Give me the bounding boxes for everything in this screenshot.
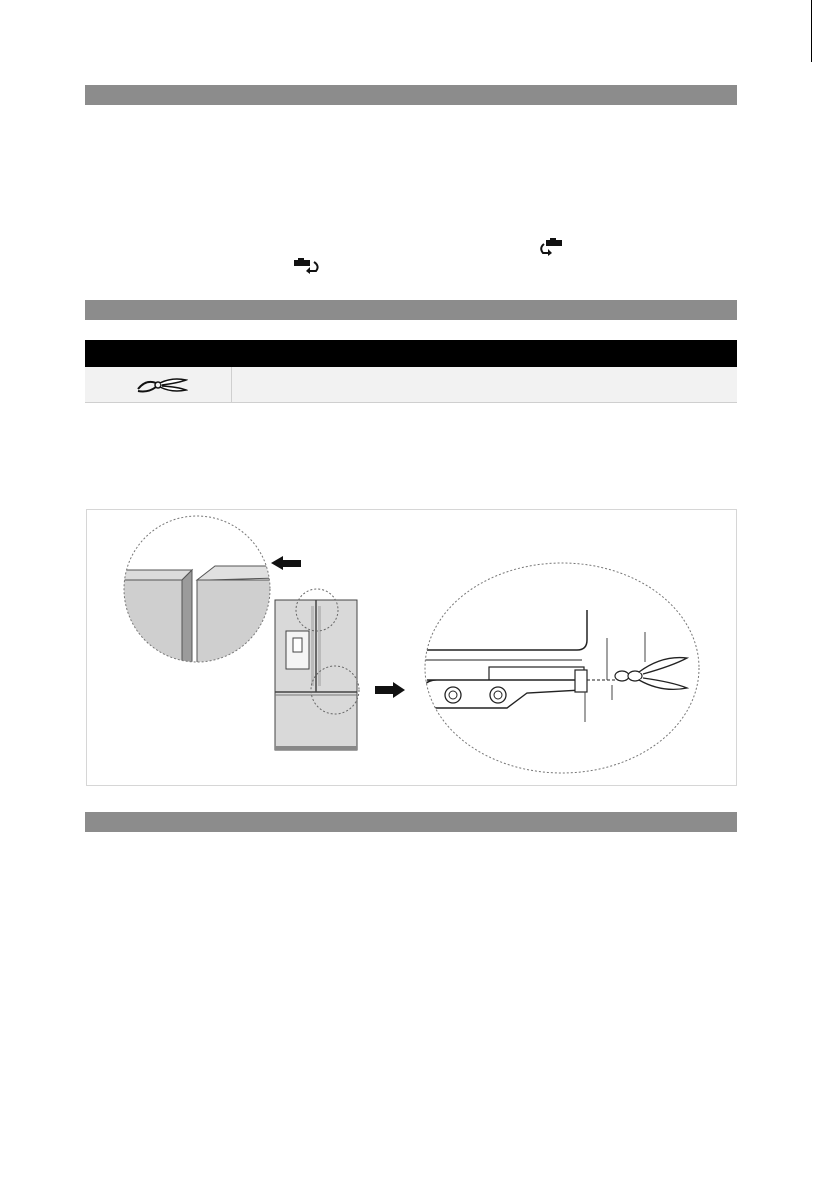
arrow-right-icon — [375, 682, 405, 698]
rotate-clockwise-icon — [536, 238, 566, 258]
section-header-bar — [85, 300, 737, 320]
refrigerator — [275, 589, 359, 750]
tool-table-header — [85, 340, 737, 367]
detail-hinge-pliers — [417, 563, 699, 773]
figure-panel — [86, 509, 737, 786]
section-header-bar — [85, 812, 737, 832]
arrow-left-icon — [271, 556, 301, 570]
detail-door-gap — [117, 516, 277, 670]
refrigerator-illustration — [87, 510, 738, 787]
page-edge-line — [811, 0, 812, 62]
section-header-bar — [85, 85, 737, 105]
table-cell-divider — [231, 367, 232, 402]
pliers-icon — [136, 375, 188, 395]
rotate-counterclockwise-icon — [292, 256, 324, 276]
tool-table-row — [85, 367, 737, 403]
